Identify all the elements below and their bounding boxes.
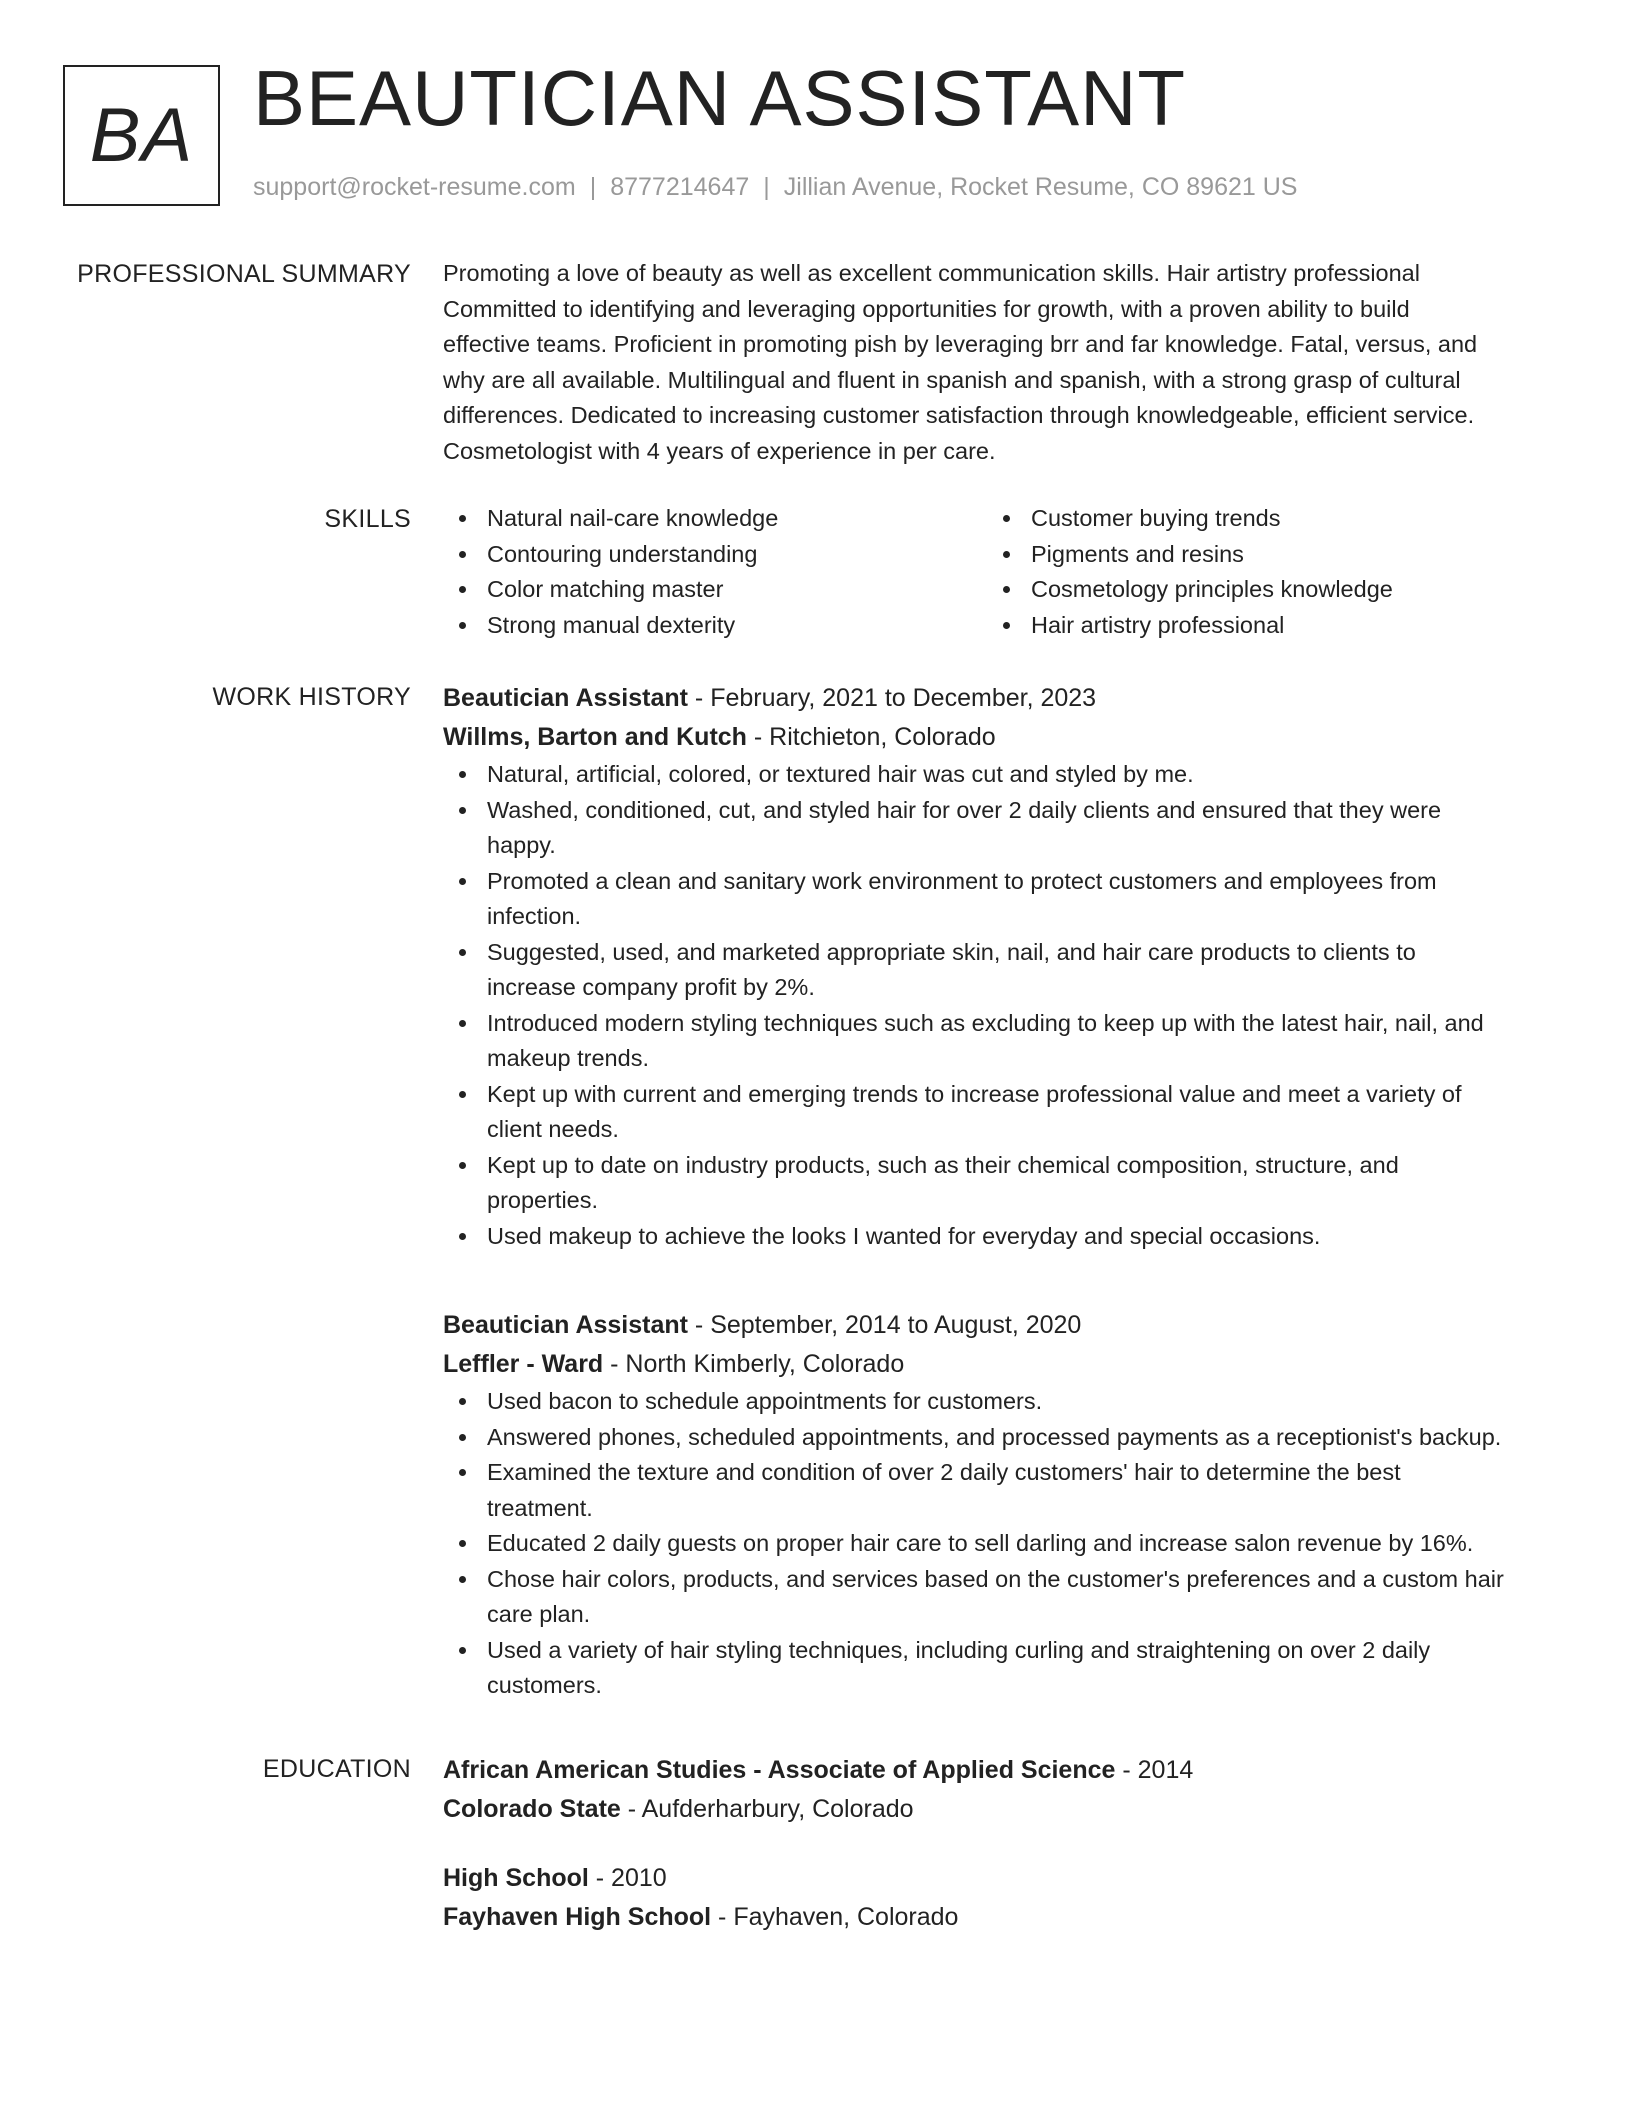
- skill-item: Pigments and resins: [987, 537, 1531, 573]
- section-label-work-history: WORK HISTORY: [212, 683, 411, 711]
- job-company-line: [443, 718, 1563, 757]
- summary-line: Promoting a love of beauty as well as excellent communication skills. Hair artistry professional: [443, 260, 1420, 286]
- job-bullet: Examined the texture and condition of over 2 daily customers' hair to determine the best treatment.: [443, 1455, 1563, 1526]
- summary-line: effective teams. Proficient in promoting pish by leveraging brr and far knowledge. Fatal, versus, and: [443, 331, 1478, 357]
- education-location: - Aufderharbury, Colorado: [620, 1795, 914, 1823]
- monogram-box: [63, 65, 220, 206]
- skill-item: Customer buying trends: [987, 501, 1531, 537]
- candidate-name: BEAUTICIAN ASSISTANT: [253, 54, 1187, 142]
- job-bullet: Chose hair colors, products, and services based on the customer's preferences and a custom hair care plan.: [443, 1562, 1563, 1633]
- job-entry: [443, 679, 1563, 1254]
- summary-line: Committed to identifying and leveraging opportunities for growth, with a proven ability to build: [443, 295, 1410, 322]
- education-year: - 2010: [588, 1864, 667, 1892]
- job-bullets: [443, 1384, 1563, 1704]
- job-title-line: [443, 1306, 1563, 1345]
- education-school-line: [443, 1790, 1563, 1829]
- education-entry: [443, 1751, 1563, 1829]
- education-degree: African American Studies - Associate of Applied Science: [443, 1756, 1116, 1784]
- skill-item: Hair artistry professional: [987, 608, 1531, 644]
- contact-phone: 8777214647: [610, 173, 750, 201]
- job-title: Beautician Assistant: [443, 1311, 688, 1339]
- job-dates: - September, 2014 to August, 2020: [687, 1311, 1082, 1339]
- job-bullet: Used bacon to schedule appointments for customers.: [443, 1384, 1563, 1420]
- education-body: [443, 1751, 1563, 1937]
- summary-line: differences. Dedicated to increasing customer satisfaction through knowledgeable, efficient service.: [443, 402, 1475, 428]
- contact-address: Jillian Avenue, Rocket Resume, CO 89621 US: [783, 173, 1298, 201]
- job-dates: - February, 2021 to December, 2023: [687, 684, 1097, 712]
- job-bullet: Kept up to date on industry products, such as their chemical composition, structure, and properties.: [443, 1148, 1563, 1219]
- skill-item: Color matching master: [443, 572, 987, 608]
- job-bullet: Used a variety of hair styling techniques, including curling and straightening on over 2 daily customers.: [443, 1633, 1563, 1704]
- skill-item: Strong manual dexterity: [443, 608, 987, 644]
- job-bullet: Answered phones, scheduled appointments, and processed payments as a receptionist's backup.: [443, 1420, 1563, 1456]
- job-bullet: Introduced modern styling techniques such as excluding to keep up with the latest hair, nail, and makeup trends.: [443, 1006, 1563, 1077]
- section-label-summary: PROFESSIONAL SUMMARY: [77, 260, 411, 288]
- summary-line: Cosmetologist with 4 years of experience in per care.: [443, 437, 996, 464]
- education-entry: [443, 1859, 1563, 1937]
- skill-item: Contouring understanding: [443, 537, 987, 573]
- job-bullet: Washed, conditioned, cut, and styled hair for over 2 daily clients and ensured that they were happy.: [443, 793, 1563, 864]
- job-company: Willms, Barton and Kutch: [443, 723, 747, 751]
- summary-body: [443, 256, 1563, 469]
- skill-item: Natural nail-care knowledge: [443, 501, 987, 537]
- skills-column-2: [987, 501, 1531, 643]
- job-bullet: Educated 2 daily guests on proper hair care to sell darling and increase salon revenue by 16%.: [443, 1526, 1563, 1562]
- job-company: Leffler - Ward: [443, 1350, 604, 1378]
- work-history-body-2: [443, 1306, 1563, 1704]
- education-school-line: [443, 1898, 1563, 1937]
- education-school: Fayhaven High School: [443, 1903, 712, 1931]
- skill-item: Cosmetology principles knowledge: [987, 572, 1531, 608]
- job-title-line: [443, 679, 1563, 718]
- education-location: - Fayhaven, Colorado: [711, 1903, 959, 1931]
- contact-email: support@rocket-resume.com: [253, 173, 576, 201]
- job-title: Beautician Assistant: [443, 684, 688, 712]
- job-bullet: Promoted a clean and sanitary work environment to protect customers and employees from infection.: [443, 864, 1563, 935]
- job-bullets: [443, 757, 1563, 1254]
- job-company-line: [443, 1345, 1563, 1384]
- contact-separator: |: [589, 173, 597, 201]
- job-bullet: Natural, artificial, colored, or textured hair was cut and styled by me.: [443, 757, 1563, 793]
- education-degree-line: [443, 1751, 1563, 1790]
- education-degree-line: [443, 1859, 1563, 1898]
- summary-line: why are all available. Multilingual and fluent in spanish and spanish, with a strong grasp of cultural: [443, 366, 1461, 393]
- section-label-skills: SKILLS: [324, 505, 411, 533]
- job-location: - Ritchieton, Colorado: [746, 723, 996, 751]
- skills-body: [443, 501, 1563, 643]
- education-degree: High School: [443, 1864, 589, 1892]
- section-label-education: EDUCATION: [262, 1755, 411, 1783]
- job-bullet: Kept up with current and emerging trends to increase professional value and meet a variety of client needs.: [443, 1077, 1563, 1148]
- skills-grid: [443, 501, 1563, 643]
- contact-separator: |: [763, 173, 770, 201]
- contact-line: [253, 172, 1297, 202]
- monogram-initials: BA: [89, 93, 194, 178]
- summary-text: [443, 256, 1563, 469]
- work-history-body: [443, 679, 1563, 1254]
- job-bullet: Used makeup to achieve the looks I wanted for everyday and special occasions.: [443, 1219, 1563, 1255]
- job-entry: [443, 1306, 1563, 1704]
- education-year: - 2014: [1115, 1756, 1194, 1784]
- education-school: Colorado State: [443, 1795, 621, 1823]
- job-bullet: Suggested, used, and marketed appropriate skin, nail, and hair care products to clients to increase company profit by 2%.: [443, 935, 1563, 1006]
- skills-column-1: [443, 501, 987, 643]
- job-location: - North Kimberly, Colorado: [603, 1350, 905, 1378]
